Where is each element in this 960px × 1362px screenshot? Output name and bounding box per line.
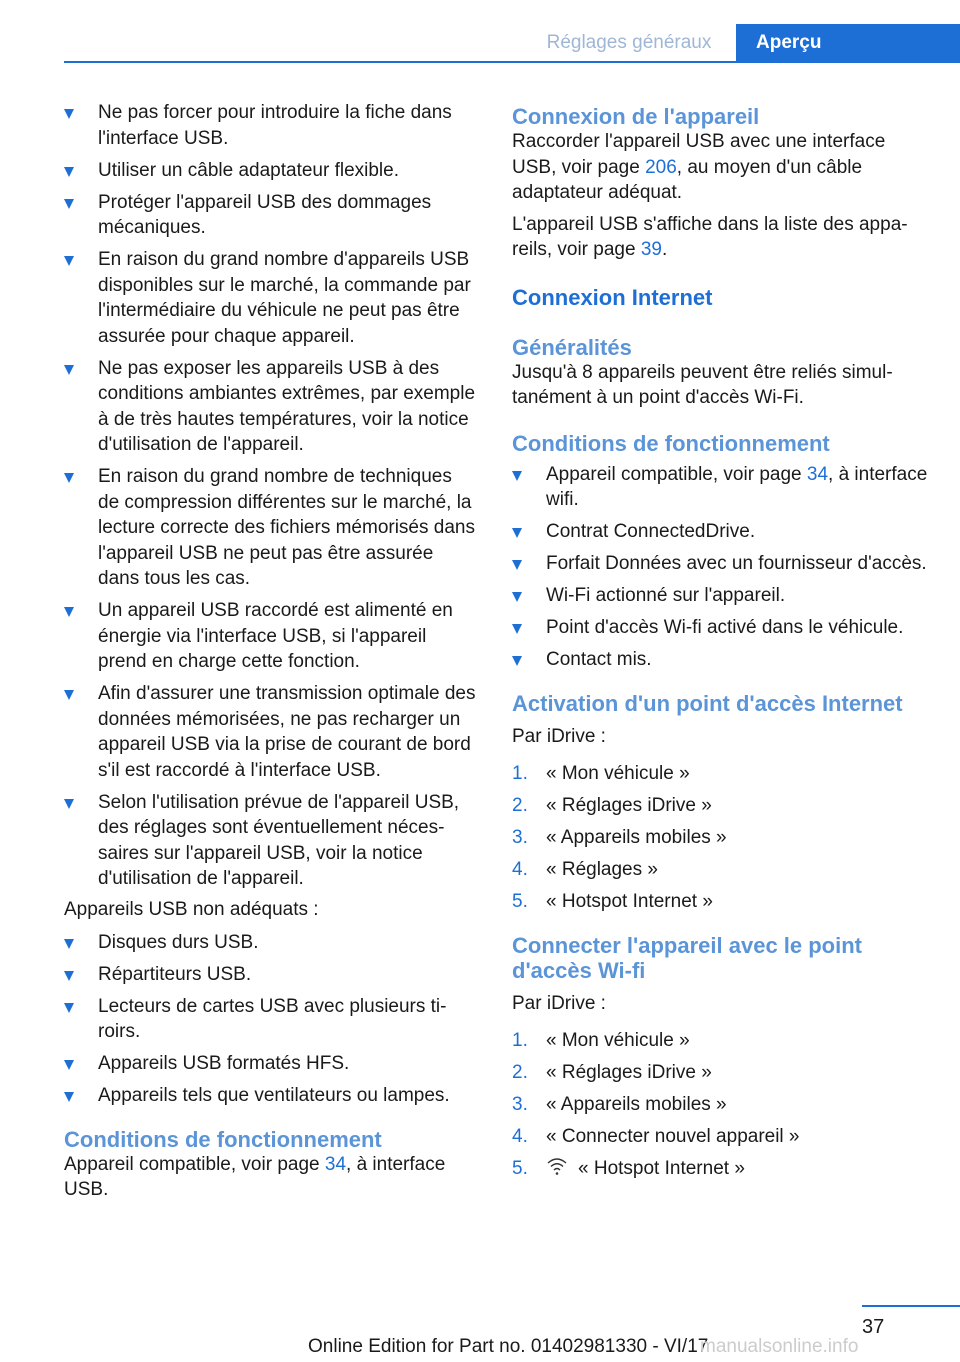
right-column (512, 100, 928, 1188)
conditions-heading-2: Conditions de fonctionnement (512, 430, 830, 456)
list-item: 4. « Réglages » (512, 859, 658, 880)
list-item: 2. « Réglages iDrive » (512, 1062, 712, 1083)
triangle-bullet-icon (64, 1003, 74, 1013)
list-item: 4. « Connecter nouvel appareil » (512, 1126, 800, 1147)
wifi-icon (546, 1156, 568, 1176)
connect-intro: Par iDrive : (512, 992, 606, 1014)
breadcrumb-section: Réglages généraux (522, 24, 736, 62)
list-item: Contact mis. (512, 647, 928, 673)
list-item: Un appareil USB raccordé est alimenté en énergie via l'interface USB, si l'appareil prend en charge cette fonction. (64, 598, 478, 675)
internet-heading: Connexion Internet (512, 284, 713, 310)
triangle-bullet-icon (64, 607, 74, 617)
activation-heading: Activation d'un point d'accès Internet (512, 690, 903, 716)
list-item: Afin d'assurer une transmission optimale des données mémorisées, ne pas recharger un appareil USB via la prise de courant de bord s'il est raccordé à l'interface USB. (64, 681, 478, 783)
triangle-bullet-icon (64, 167, 74, 177)
list-item: Wi-Fi actionné sur l'appareil. (512, 583, 928, 609)
list-item: 3. « Appareils mobiles » (512, 1094, 727, 1115)
triangle-bullet-icon (512, 560, 522, 570)
triangle-bullet-icon (64, 971, 74, 981)
page-link[interactable]: 34 (324, 1153, 347, 1175)
triangle-bullet-icon (64, 365, 74, 375)
usb-precautions-list (64, 100, 478, 892)
triangle-bullet-icon (512, 624, 522, 634)
list-item: Ne pas forcer pour introduire la fiche dans l'interface USB. (64, 100, 478, 151)
list-item: 5. « Hotspot Internet » (512, 891, 713, 912)
unsuitable-intro: Appareils USB non adéquats : (64, 899, 319, 920)
triangle-bullet-icon (64, 939, 74, 949)
triangle-bullet-icon (512, 528, 522, 538)
general-text: Jusqu'à 8 appareils peuvent être reliés simultanément à un point d'accès Wi-Fi. (512, 361, 893, 408)
page-link[interactable]: 206 (645, 156, 677, 178)
list-item: Répartiteurs USB. (64, 962, 478, 988)
left-column (64, 100, 478, 1209)
list-item: 2. « Réglages iDrive » (512, 795, 712, 816)
list-item: Disques durs USB. (64, 930, 478, 956)
watermark: manualsonline.info (700, 1336, 859, 1357)
edition-text: Online Edition for Part no. 01402981330 - VI/17 (308, 1336, 709, 1357)
general-heading: Généralités (512, 334, 632, 360)
list-item: 5. « Hotspot Internet » (512, 1158, 745, 1179)
conditions-list (512, 462, 928, 673)
triangle-bullet-icon (64, 690, 74, 700)
list-item: Ne pas exposer les appareils USB à des conditions ambiantes extrêmes, par exemple à de très hautes températures, voir la notice d'utilisation de l'appareil. (64, 356, 478, 458)
page-number: 37 (862, 1316, 885, 1338)
list-item: 1. « Mon véhicule » (512, 763, 690, 784)
list-item: 3. « Appareils mobiles » (512, 827, 727, 848)
footer-rule (862, 1305, 960, 1307)
list-item: Point d'accès Wi-fi activé dans le véhicule. (512, 615, 928, 641)
triangle-bullet-icon (64, 199, 74, 209)
page-link[interactable]: 39 (640, 239, 662, 260)
connection-heading: Connexion de l'appareil (512, 104, 760, 129)
breadcrumb-active: Aperçu (736, 24, 960, 62)
list-item: 1. « Mon véhicule » (512, 1030, 690, 1051)
triangle-bullet-icon (64, 109, 74, 119)
conditions-heading: Conditions de fonctionnement (64, 1126, 382, 1152)
page-link[interactable]: 34 (806, 463, 829, 485)
activation-steps (512, 761, 928, 915)
list-item: Selon l'utilisation prévue de l'appareil USB, des réglages sont éventuellement nécessaires sur l'appareil USB, voir la notice d'utilisation de l'appareil. (64, 790, 478, 892)
header-rule (64, 61, 960, 63)
triangle-bullet-icon (64, 1060, 74, 1070)
list-item: Forfait Données avec un fournisseur d'accès. (512, 551, 928, 577)
triangle-bullet-icon (64, 473, 74, 483)
triangle-bullet-icon (512, 656, 522, 666)
connect-device-heading: Connecter l'appareil avec le point d'accès Wi-fi (512, 932, 863, 983)
activation-intro: Par iDrive : (512, 725, 606, 747)
list-item: Appareil compatible, voir page 34, à interface wifi. (512, 462, 928, 513)
triangle-bullet-icon (512, 592, 522, 602)
connection-text-2: L'appareil USB s'affiche dans la liste des appareils, voir page 39. (512, 213, 908, 260)
triangle-bullet-icon (64, 799, 74, 809)
triangle-bullet-icon (64, 256, 74, 266)
connection-text-1: Raccorder l'appareil USB avec une interface USB, voir page 206, au moyen d'un câble adaptateur adéquat. (512, 131, 886, 203)
list-item: Utiliser un câble adaptateur flexible. (64, 158, 478, 184)
list-item: Protéger l'appareil USB des dommages mécaniques. (64, 190, 478, 241)
conditions-text: Appareil compatible, voir page 34, à interface USB. (64, 1153, 446, 1200)
list-item: En raison du grand nombre d'appareils USB disponibles sur le marché, la commande par l'intermédiaire du véhicule ne peut pas être assurée pour chaque appareil. (64, 247, 478, 349)
list-item: Appareils tels que ventilateurs ou lampes. (64, 1083, 478, 1109)
unsuitable-devices-list (64, 930, 478, 1109)
list-item: En raison du grand nombre de techniques de compression différentes sur le marché, la lecture correcte des fichiers mémorisés dans l'appareil USB ne peut pas être assurée dans tous les cas. (64, 464, 478, 592)
list-item: Lecteurs de cartes USB avec plusieurs tiroirs. (64, 994, 478, 1045)
triangle-bullet-icon (64, 1092, 74, 1102)
list-item: Appareils USB formatés HFS. (64, 1051, 478, 1077)
connect-steps (512, 1028, 928, 1182)
list-item: Contrat ConnectedDrive. (512, 519, 928, 545)
triangle-bullet-icon (512, 471, 522, 481)
